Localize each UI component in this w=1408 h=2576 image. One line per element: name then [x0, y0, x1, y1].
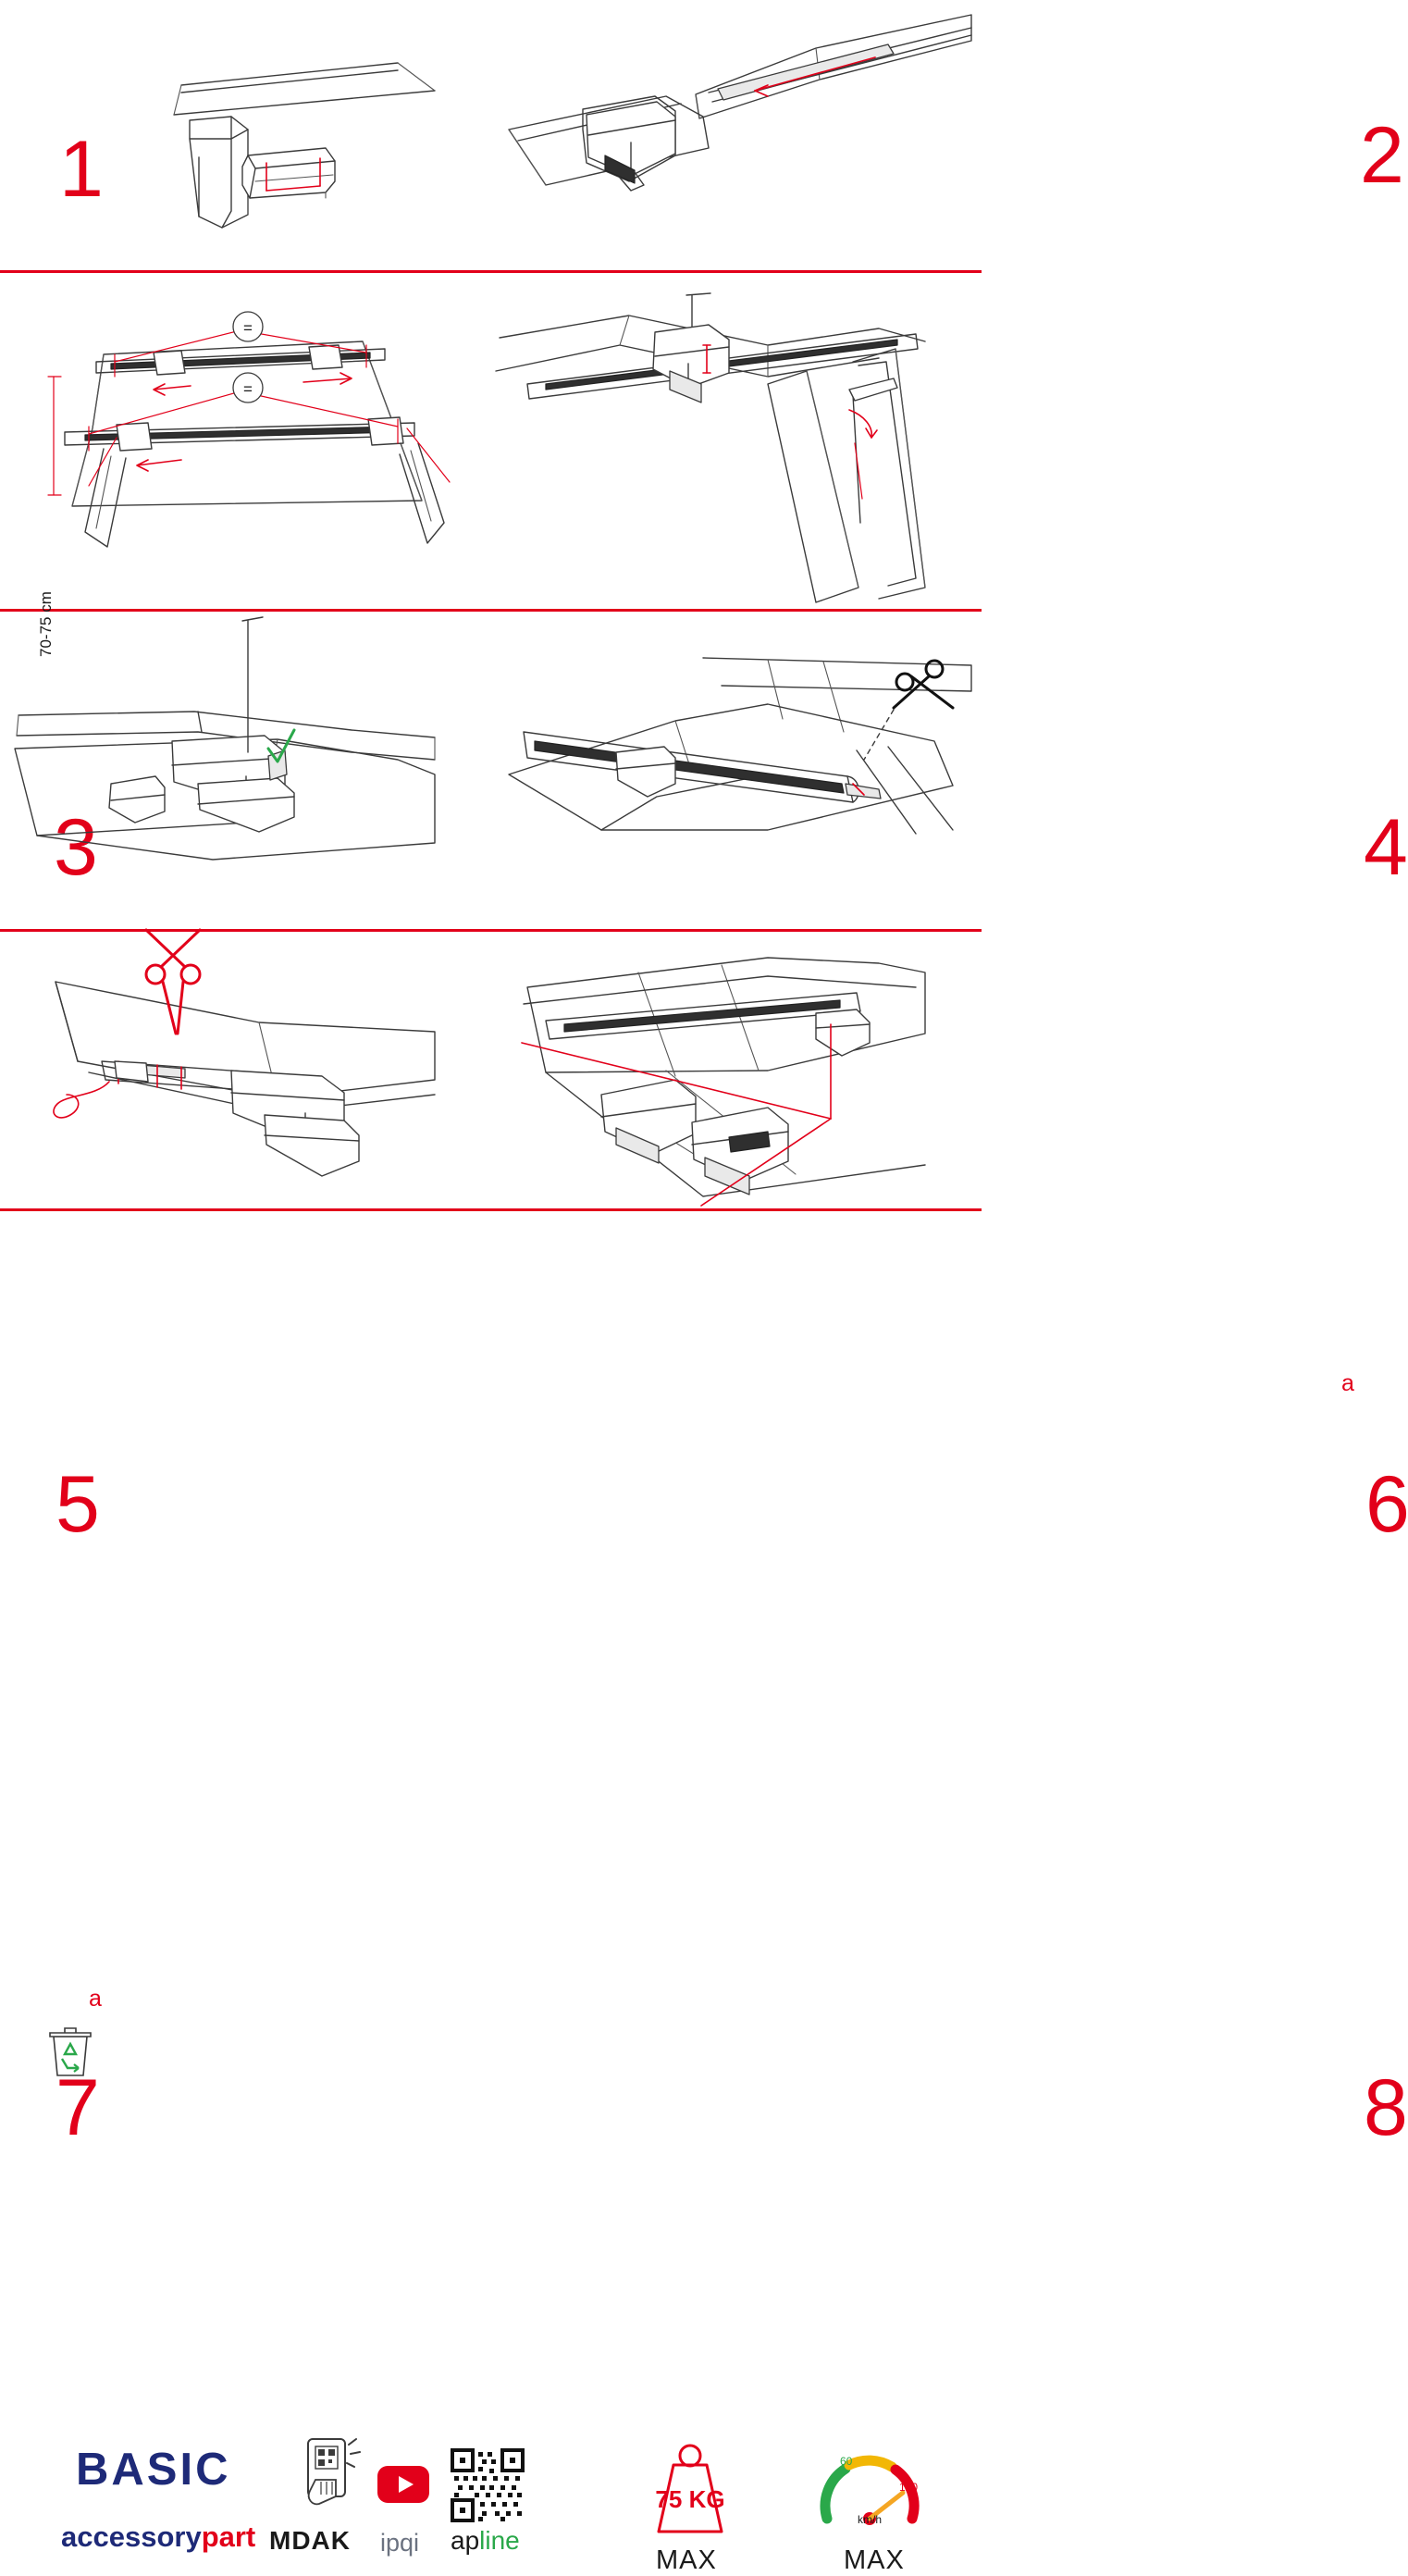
brand-basic-logo: BASIC: [76, 2445, 231, 2495]
step-8-number: 8: [1364, 2063, 1406, 2152]
speed-gauge-icon: [814, 2439, 925, 2543]
step-1-panel: [0, 0, 490, 270]
brand-part-text: part: [201, 2520, 256, 2553]
brand-line-text: line: [479, 2526, 520, 2555]
step-1-number: 1: [59, 125, 102, 214]
youtube-icon[interactable]: [377, 2465, 430, 2504]
step-7-number: 7: [56, 2063, 98, 2152]
step-7-panel: [0, 932, 490, 2152]
step-6-illustration: [490, 612, 982, 929]
step-5-panel: [0, 612, 490, 1549]
brand-accessorypart-logo: [61, 2520, 255, 2554]
step-4-number: 4: [1364, 803, 1406, 892]
phone-qr-scan-icon[interactable]: [288, 2437, 365, 2519]
step-2-illustration: [490, 0, 982, 270]
step-3-panel: [0, 273, 490, 892]
max-load-label: MAX: [656, 2545, 717, 2575]
step-3-number: 3: [54, 803, 96, 892]
footer: [0, 1208, 982, 2575]
scissors-icon: [894, 661, 953, 708]
svg-text:60: 60: [840, 2455, 853, 2468]
scissors-icon: [146, 930, 200, 1034]
step-5-illustration: [0, 612, 490, 929]
step-6-panel: [490, 612, 1408, 1549]
step-6-number: 6: [1365, 1460, 1408, 1549]
brand-mdak-label: MDAK: [269, 2526, 351, 2555]
step-8-panel: [490, 932, 1406, 2152]
cut-mark-label-7: a: [89, 1986, 102, 2012]
svg-text:120: 120: [899, 2481, 919, 2494]
step-7-illustration: [0, 932, 490, 1208]
step-8-illustration: [490, 932, 982, 1208]
step-4-panel: [490, 273, 1406, 892]
step-2-panel: [490, 0, 1402, 270]
step-2-number: 2: [1360, 111, 1402, 200]
cut-mark-label-6: a: [1341, 1370, 1354, 1396]
max-speed-label: MAX: [844, 2545, 905, 2575]
max-load-value: 75 KG: [655, 2485, 725, 2513]
brand-accessory-text: accessory: [61, 2520, 202, 2553]
brand-ipqi-label: ipqi: [380, 2529, 420, 2557]
speed-unit-label: km/h: [857, 2513, 882, 2526]
svg-text:=: =: [243, 319, 253, 337]
step-5-number: 5: [56, 1460, 98, 1549]
svg-text:=: =: [243, 380, 253, 398]
step-4-illustration: [490, 273, 982, 609]
qr-code-icon[interactable]: [451, 2448, 525, 2522]
brand-ap-text: ap: [451, 2526, 480, 2555]
step-3-illustration: [0, 273, 490, 609]
brand-apline-label: [451, 2526, 520, 2556]
distance-label: 70-75 cm: [37, 591, 55, 657]
